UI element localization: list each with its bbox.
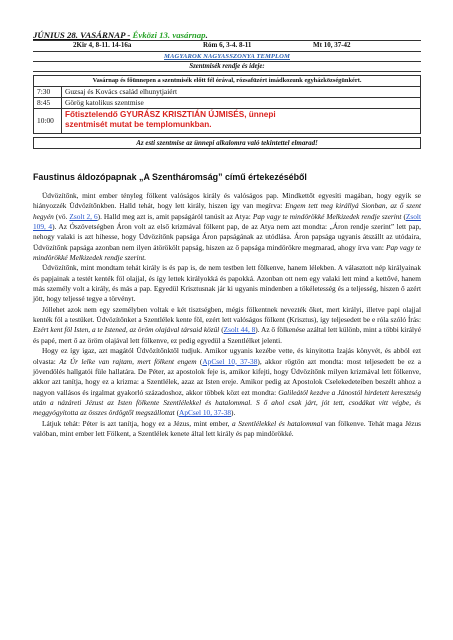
text-span: Üdvözítőnk, mint ember tényleg fölkent valóságos király és valóságos pap. Mindkettőt egyesíti magában, hogy egyik se hiányozzék Üdvözítőnkben. Halld tehát, hogy lett király, hiszen így van megírva: xyxy=(33,191,421,211)
text-span: ). Halld meg azt is, amit papságáról tanúsít az Atya: xyxy=(97,211,251,221)
first-mass-announcement: Főtisztelendő GYURÁSZ KRISZTIÁN ÚJMISÉS, ünnepi szentmisét mutat be templomunkban. xyxy=(65,110,276,129)
text-span: Látjuk tehát: Péter is azt tanítja, hogy ez a Jézus, mint ember, xyxy=(42,418,230,428)
evening-mass-notice: Az esti szentmise az ünnepi alkalomra való tekintettel elmarad! xyxy=(33,137,421,149)
schedule-subhead: Szentmisék rendje és ideje: xyxy=(33,62,421,72)
readings-row xyxy=(33,41,421,52)
mass-schedule-table xyxy=(33,75,421,134)
table-row xyxy=(34,109,420,133)
quote: Pap vagy te mindörökké Melkizedek rendje szerint. xyxy=(33,242,421,263)
mass-intention: Guzsaj és Kovács család elhunytjaiért xyxy=(65,87,178,96)
quote: Engem tett meg királlyá Sionban, az ő szent hegyén xyxy=(33,201,421,221)
text-span: ), akkor rögtön azt mondta: most teljesedett be ez a jövendölés hallgatói füle hallatára. De Péter, az apostolok feje is, amikor kifejti, hogy Üdvözítőnk milyen krizmával lett fölkenve, akkor azt tanítja, hogy ez a krizma: a Szentlélek, azaz az Isten ereje. Amikor pedig az Apostolok Cselekedeteiben beszélt ahhoz a nagyon vallásos és irgalmat gyakorló századoshoz, akkor többek közt ezt mondta: xyxy=(33,356,421,397)
mass-intention: Görög katolikus szentmise xyxy=(65,98,144,107)
church-name: MAGYAROK NAGYASSZONYA TEMPLOM xyxy=(33,52,421,62)
mass-time: 7:30 xyxy=(34,87,62,97)
scripture-link[interactable]: ApCsel 10, 37-38 xyxy=(179,408,232,418)
article-paragraph xyxy=(33,305,421,346)
article-paragraph xyxy=(33,191,421,263)
text-span: Jóllehet azok nem egy személyben voltak e két tisztségben, mégis fölkentnek nevezték őket, mert királyi, illetve papi olajjal kenték föl a testüket. Üdvözítőnket a Szentlélek kente föl, ezért lett valóságos fölkent (Krisztus), így teljesedett be e róla szóló Írás: xyxy=(33,304,421,325)
quote: a Szentlélekkel és hatalommal xyxy=(232,418,323,428)
quote: Ezért kent föl Isten, a te Istened, az öröm olajával társaid közül xyxy=(33,325,220,335)
mass-time: 8:45 xyxy=(34,98,62,108)
text-span: ( xyxy=(403,211,406,221)
date-title-main: JÚNIUS 28. VASÁRNAP - xyxy=(33,30,131,40)
article xyxy=(33,172,421,439)
schedule-notice-row xyxy=(34,76,420,87)
article-title: Faustinus áldozópapnak „A Szentháromság” című értekezéséből xyxy=(33,172,307,182)
date-title-tail: . xyxy=(205,30,208,40)
article-paragraph xyxy=(33,419,421,440)
scripture-link[interactable]: Zsolt 2, 6 xyxy=(69,211,98,221)
quote: Galileától kezdve a Jánostól hirdetett keresztség után a názáreti Jézust az Isten fölkente Szentlélekkel és hatalommal. S ő ahol csak járt, jót tett, csodákat vitt végbe, és meggyógyította az összes ördögtől megszállottat xyxy=(33,387,421,418)
quote: Az Úr lelke van rajtam, mert fölkent engem xyxy=(59,356,197,366)
article-paragraph: Üdvözítőnk, mint mondtam tehát király is és pap is, de nem testben lett fölkenve, hanem lélekben. A választott nép királyainak és papjainak a testét kenték föl olajjal, és így lettek királyokká és papokká. Azonban ott nem egy valaki lett mind a kettővé, hanem más személy volt a király, és más a pap. Egyedül Krisztusnak jár ki ugyanis mindenben a tökéletesség és a teljesség, hiszen ő azért jött, hogy teljessé tegye a törvényt. xyxy=(33,263,421,304)
text-span: ). xyxy=(231,408,236,418)
text-span: Hogy ez így igaz, azt magától Üdvözítőnktől tudjuk. Amikor ugyanis kezébe vette, és kinyitotta Izajás könyvét, és abból ezt olvasta: xyxy=(33,346,421,366)
text-span: van fölkenve. Tehát maga Jézus valóban, mint ember lett Fölkent, a Szentlélek kenete által lett király és pap mindörökké. xyxy=(33,418,422,438)
text-span: (vö. xyxy=(55,211,68,221)
mass-time: 10:00 xyxy=(34,109,62,133)
schedule-header xyxy=(33,30,421,149)
text-span: ). Az Ószövetségben Áron volt az első krizmával fölkent pap, de az Atya nem azt mondta: „Áron rendje szerint” lett pap, nehogy valaki is azt hihesse, hogy Üdvözítőnk papsága Áron papságának az utódlása. Áron papsága ugyanis átszállt az utódaira, Üdvözítőnk papsága azonban nem ilyen átörökölt papság, hiszen az ő papsága mindörökre megmarad, ahogy írva van: xyxy=(33,222,422,252)
scripture-link[interactable]: ApCsel 10, 37-38 xyxy=(202,356,258,366)
text-span: ( xyxy=(221,325,224,335)
reading-2: Róm 6, 3-4. 8-11 xyxy=(203,41,252,49)
quote: Pap vagy te mindörökké Melkizedek rendje szerint xyxy=(252,211,402,221)
liturgical-day: Évközi 13. vasárnap xyxy=(132,30,206,40)
reading-1: 2Kir 4, 8-11. 14-16a xyxy=(73,41,132,49)
article-paragraph xyxy=(33,346,421,418)
reading-3: Mt 10, 37-42 xyxy=(313,41,351,49)
rosary-notice: Vasárnap és főünnepen a szentmisék előtt fél órával, rózsafüzért imádkozunk egyházközségünkért. xyxy=(92,77,362,84)
text-span: ). Az ő fölkenése azáltal lett különb, mint a többi királyé és papé, mert ő az öröm olajával lett fölkenve, ez pedig egyedül a Szentlélket jelenti. xyxy=(33,325,421,345)
scripture-link[interactable]: Zsolt 44, 8 xyxy=(223,325,256,335)
table-row xyxy=(34,98,420,109)
text-span: ( xyxy=(176,408,180,418)
text-span: ( xyxy=(199,356,203,366)
date-title xyxy=(33,30,421,41)
table-row xyxy=(34,87,420,98)
scripture-link[interactable]: Zsolt 109, 4 xyxy=(33,211,421,232)
